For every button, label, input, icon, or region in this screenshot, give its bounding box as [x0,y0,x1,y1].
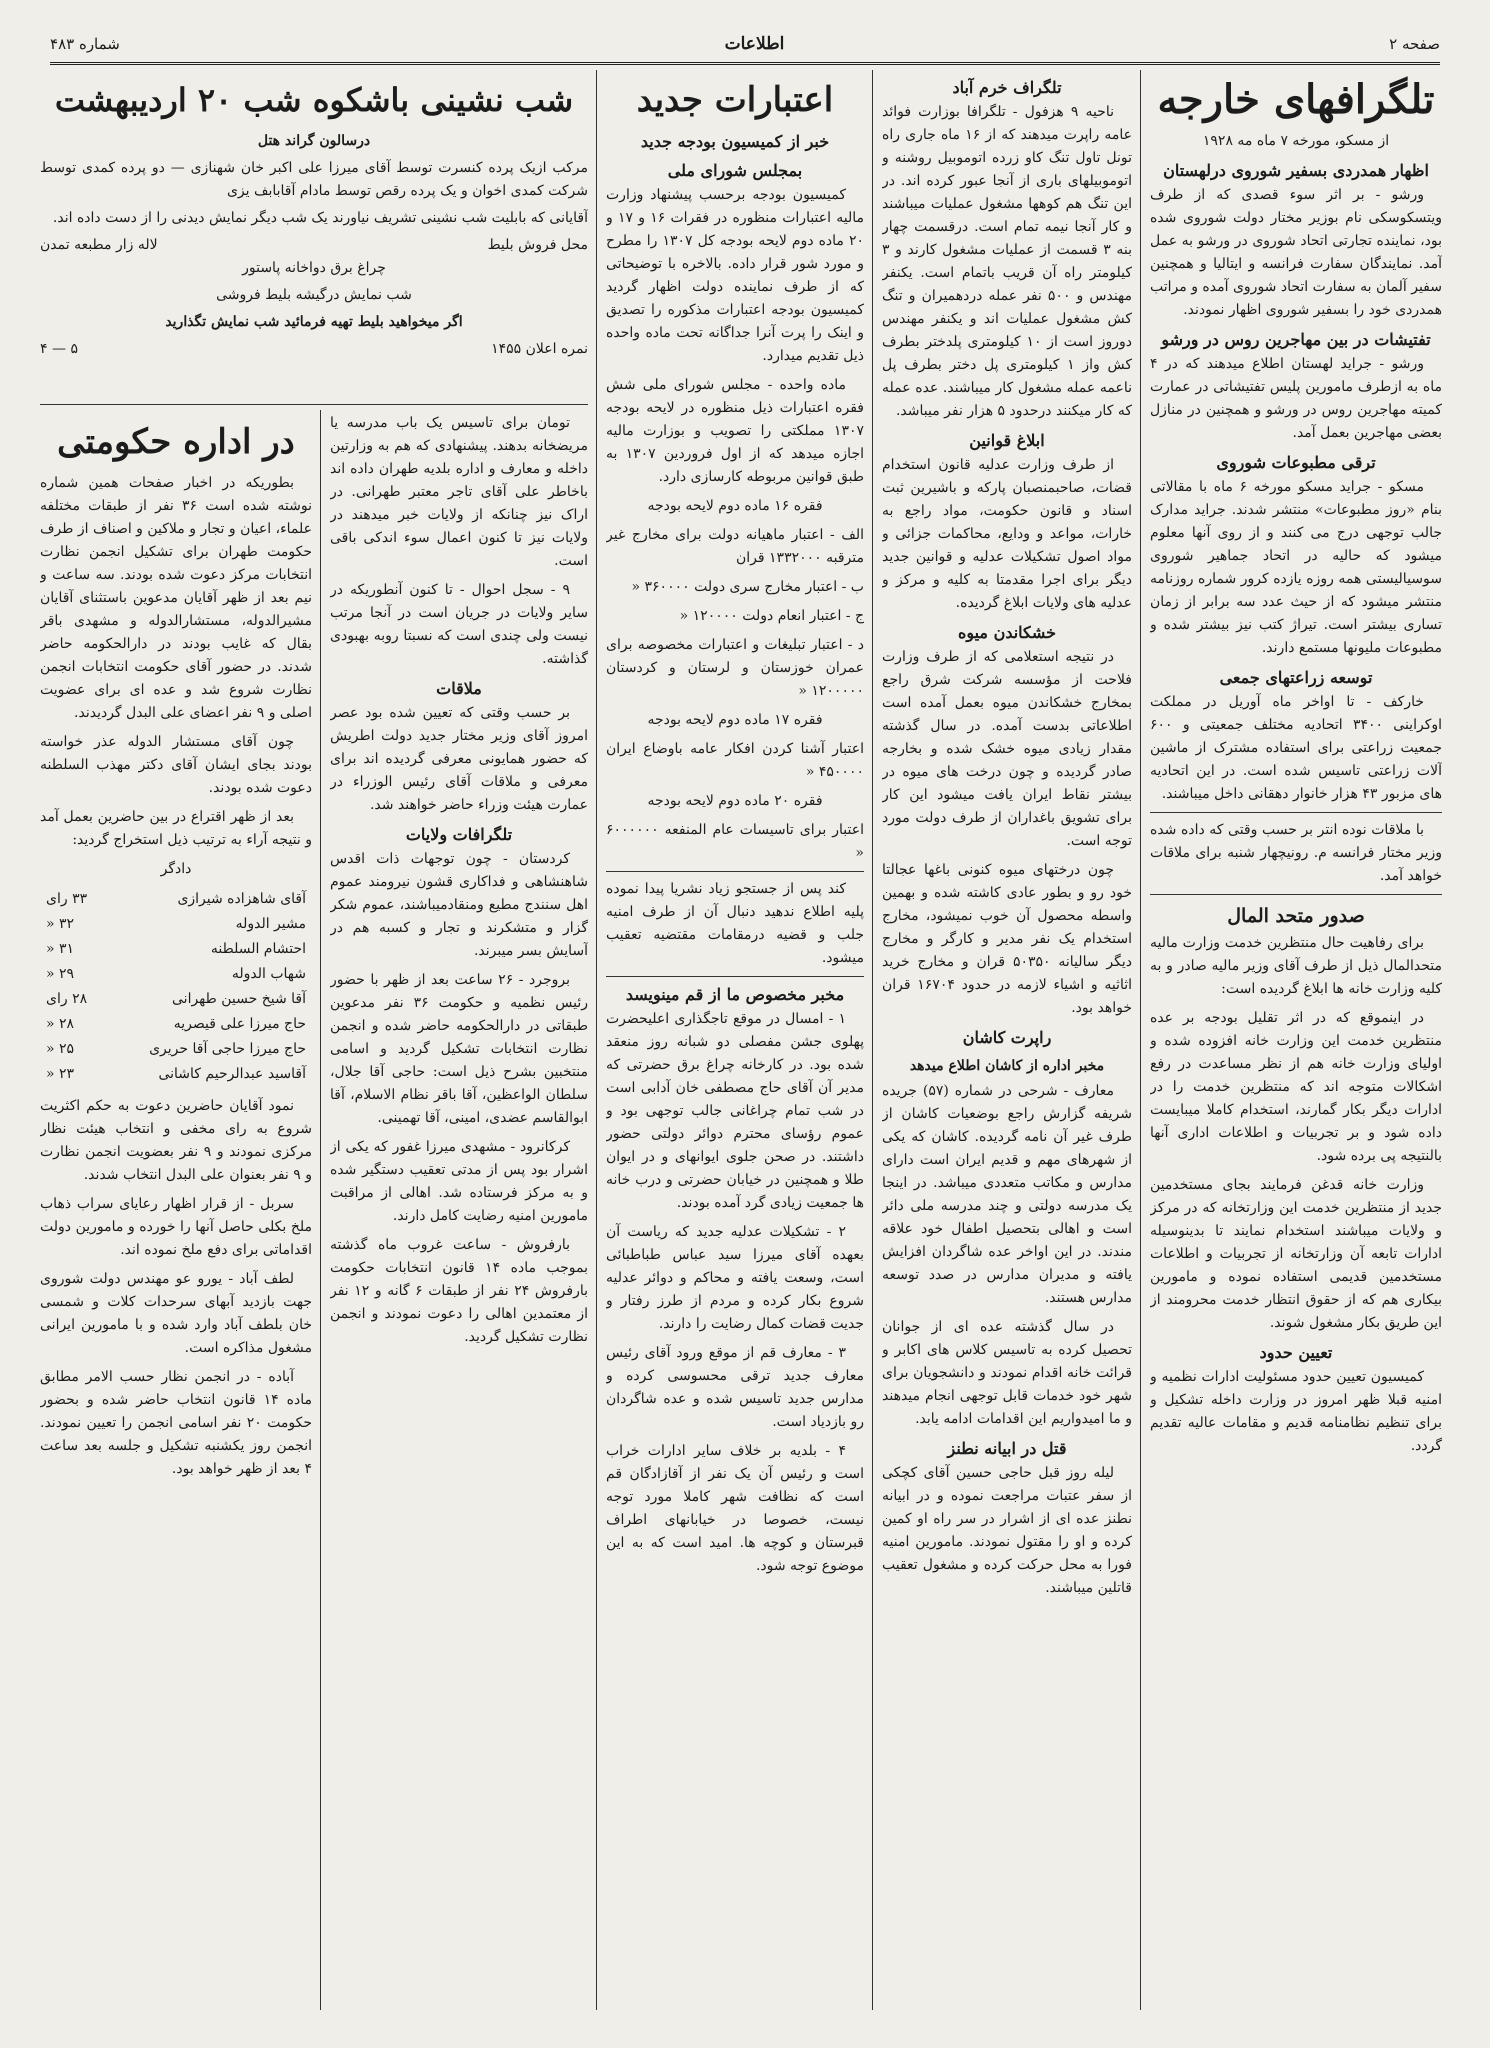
article-text: از طرف وزارت عدلیه قانون استخدام قضات، صاحبمنصبان پارکه و باشیرین ثبت اسناد و قانون حکومت، مواد راجع به خارات، مواعد و ودایع، محاکمات جزائی و مواد اصول تشکیلات عدلیه و قوانین جدید دیگر برای اجرا مقدمتا به کلیه و مرکز و عدلیه های ولایات ابلاغ گردیده. [882,457,1132,611]
vote-count: ۳۲ « [46,916,75,932]
ad-text: اگر میخواهید بلیط تهیه فرمائید شب نمایش تگذارید [165,314,463,330]
headline: صدور متحد المال [1227,905,1365,927]
headline: تلگرافات ولایات [405,825,513,844]
ad-text: چراغ برق دواخانه پاستور [242,260,386,276]
ad-text: مرکب ازیک پرده کنسرت توسط آقای میرزا علی اکبر خان شهنازی — دو پرده کمدی توسط شرکت کمدی اخوان و یک پرده رقص توسط مادام آقابابف یزی [40,160,588,199]
article-text: ورشو - جراید لهستان اطلاع میدهند که در ۴ ماه به ازطرف مامورین پلیس تفتیشاتی در عمارت کمیته مهاجرین روس در ورشو و همچنین در منازل بعضی مهاجرین بعمل آمد. [1150,356,1442,441]
page-number: صفحه ۲ [1389,35,1440,53]
article-text: بروجرد - ۲۶ ساعت بعد از ظهر با حضور رئیس نظمیه و حکومت ۳۶ نفر مدعوین طبقاتی در دارالحکومه حاضر شده و انجمن نظارت انتخابات تشکیل گردید و اسامی منتخبین بشرح ذیل است: حاجی آقا جلال، سلطان الواعظین، آقا باقر نظام الاسلام، آقا ابوالقاسم عضدی، امینی، آقا تهمینی. [330,972,588,1126]
article-text: آباده - در انجمن نظار حسب الامر مطابق ماده ۱۴ قانون انتخاب حاضر شده و بحضور حکومت ۲۰ نفر اسامی انجمن را تعیین نمودند. انجمن روز یکشنبه تشکیل و جلسه بعد ساعت ۴ بعد از ظهر خواهد بود. [40,1369,312,1477]
table-row [40,962,312,987]
article-text: ۱ - امسال در موقع تاجگذاری اعلیحضرت پهلوی جشن مفصلی دو شبانه روز منعقد شده بود. در کارخانه چراغ برق حضرتی که مدیر آن آقای حاج مصطفی خان آدابی است در شب تمام چراغانی جالب توجهی بود و عموم رؤسای محترم دوائر دولتی حضور داشتند. در صحن جلوی ایوانهای و در ایوان طلا و همچنین در خیابان حضرتی و درب خانه ها جمعیت زیادی گرد آمده بودند. [606,1011,864,1211]
article-text: کرکانرود - مشهدی میرزا غفور که یکی از اشرار بود پس از مدتی تعقیب دستگیر شده و به مرکز فرستاده شد. اهالی از مراقبت مامورین امنیه رضایت کامل دارند. [330,1139,588,1224]
divider [1150,894,1442,895]
article-text: کند پس از جستجو زیاد نشریا پیدا نموده پلیه اطلاع ندهید دنبال آن از طرف امنیه جلب و قضیه درمقامات مقتضیه تعقیب میشود. [606,881,864,966]
vote-count: ۲۸ رای [46,991,88,1007]
budget-line: فقره ۱۶ ماده دوم لایحه بودجه [647,498,823,514]
vote-count: ۳۳ رای [46,891,88,907]
budget-line: اعتبار برای تاسیسات عام المنفعه ۶۰۰۰۰۰۰ « [606,822,864,861]
article-text: تومان برای تاسیس یک باب مدرسه یا مریضخانه بدهند. پیشنهادی که هم به وزارتین داخله و معارف و اداره بلدیه طهران داده اند باخاطر علی آقای تاجر معتبر طهرانی. در اراک نیز چنانکه از ولایات خبر میدهند در ولایات نیز تا کنون اعمال سوء اندکی باقی است. [330,415,588,569]
divider [606,871,864,872]
headline: راپرت کاشان [962,1028,1052,1047]
ad-footer [40,338,588,361]
masthead [50,26,1440,65]
government-office-column [40,412,312,2007]
divider [1150,812,1442,813]
headline: ابلاغ قوانین [969,431,1045,450]
article-text: در سال گذشته عده ای از جوانان تحصیل کرده به تاسیس کلاس های اکابر و قرائت خانه اقدام نمودند و دانشجویان برای شهر خود خدمات قابل توجهی انجام میدهند و ما امیدواریم این اقدامات ادامه یابد. [882,1319,1132,1427]
article-text: برای رفاهیت حال منتظرین خدمت وزارت مالیه متحدالمال ذیل از طرف آقای وزیر مالیه صادر و به کلیه وزارت خانه ها ابلاغ گردیده است: [1150,935,1442,997]
paper-name: اطلاعات [724,34,785,54]
article-text: ماده واحده - مجلس شورای ملی شش فقره اعتبارات ذیل منظوره در لایحه بودجه ۱۳۰۷ مملکتی را تصویب و بوزارت مالیه اجازه میدهد که از اول فروردین ۱۳۰۷ به طبق قوانین مربوطه کارسازی دارد. [606,377,864,485]
headline: ملاقات [436,679,482,698]
budget-line: فقره ۱۷ ماده دوم لایحه بودجه [647,712,823,728]
column-rule [1140,70,1141,2010]
article-text: کمیسیون تعیین حدود مسئولیت ادارات نظمیه و امنیه قبلا ظهر امروز در وزارت داخله تشکیل و برای تنظیم نظامنامه قدیم و مقامات عالیه تقدیم گردد. [1150,1369,1442,1454]
headline: توسعه زراعتهای جمعی [1219,668,1373,687]
headline: بمجلس شورای ملی [667,161,803,180]
column-rule [596,70,597,2010]
headline: خبر از کمیسیون بودجه جدید [640,132,830,151]
article-text: لیله روز قبل حاجی حسین آقای کچکی از سفر عتبات مراجعت نموده و در ابیانه نطنز عده ای از اشرار در سر راه او کمین کرده و او را مقتول نمودند. مامورین امنیه فورا به محل حرکت کرده و مشغول تعقیب قاتلین میباشند. [882,1465,1132,1596]
article-text: ورشو - بر اثر سوء قصدی که از طرف ویتسکوسکی نام بوزیر مختار دولت شوروی شده بود، نماینده تجارتی اتحاد شوروی در ورشو به عمل آمد. نمایندگان سفارت فرانسه و ایتالیا و همچنین سفیر آلمان به سفارت اتحاد شوروی آمده و مراتب همدردی خود را بسفیر شوروی اظهار نمودند. [1150,187,1442,318]
table-row [40,937,312,962]
ad-text: لاله زار مطبعه تمدن [40,237,158,253]
article-text: مسکو - جراید مسکو مورخه ۶ ماه با مقالاتی بنام «روز مطبوعات» منتشر شدند. جراید مدارک جالب توجهی درج می کنند و از روی آنها معلوم میشود که حالیه در اتحاد جماهیر شوروی سوسیالیستی همه روزه یازده کرور شماره روزنامه منتشر میشود که از حیث عدد سه برابر از زمان تساری بیشتر است. تیراژ کتب نیز بیشتر شده و مطبوعات ملیونها مستمع دارند. [1150,479,1442,656]
column-rule [320,410,321,2010]
headline: مخبر مخصوص ما از قم مینویسد [625,985,845,1004]
article-text: سربل - از قرار اظهار رعایای سراب ذهاب ملخ بکلی حاصل آنها را خورده و مامورین دولت اقداماتی برای دفع ملخ نموده اند. [40,1196,312,1258]
divider [606,976,864,977]
section-title: اعتبارات جدید [636,80,834,120]
vote-count: ۲۵ « [46,1041,75,1057]
article-text: با ملاقات نوده انتر بر حسب وقتی که داده شده وزیر مختار فرانسه م. رونیچهار شنبه برای ملاقات خواهد آمد. [1150,822,1442,884]
article-text: کمیسیون بودجه برحسب پیشنهاد وزارت مالیه اعتبارات منظوره در فقرات ۱۶ و ۱۷ و ۲۰ ماده دوم لایحه بودجه کل ۱۳۰۷ را مطرح و مورد شور قرار داده. بالاخره با توضیحاتی که از طرف نماینده دولت اظهار گردید کمیسیون بودجه اعتبارات مذکوره را تصدیق و اینک را پرت آنرا جداگانه تحت ماده واحده ذیل تقدیم میدارد. [606,187,864,364]
budget-line: ج - اعتبار انعام دولت ۱۲۰۰۰۰ « [679,608,864,624]
table-row [40,1012,312,1037]
article-text: خارکف - تا اواخر ماه آوریل در مملکت اوکراینی ۳۴۰۰ اتحادیه مختلف جمعیتی و ۶۰۰ جمعیت زراعتی برای استفاده مشترک از ماشین آلات زراعتی تاسیس شده است. در این اتحادیه های مزبور ۴۳ هزار خانوار دهقانی داخل میباشند. [1150,694,1442,802]
article-text: بعد از ظهر اقتراع در بین حاضرین بعمل آمد و نتیجه آراء به ترتیب ذیل استخراج گردید: [40,809,312,848]
vote-count: ۳۱ « [46,941,75,957]
article-text: ۲ - تشکیلات عدلیه جدید که ریاست آن بعهده آقای میرزا سید عباس طباطبائی است، وسعت یافته و محاکم و دوائر عدلیه شروع بکار کرده و مردم از طرز رفتار و جدیت قضات کمال رضایت را دارند. [606,1224,864,1332]
vote-name: شهاب الدوله [231,966,306,982]
headline: خشکاندن میوه [957,623,1057,642]
vote-count: ۲۹ « [46,966,75,982]
headline: اظهار همدردی بسفیر شوروی درلهستان [1163,161,1429,180]
vote-name: آقاسید عبدالرحیم کاشانی [158,1066,306,1082]
budget-list [606,495,864,865]
ad-text: شب نمایش درگیشه بلیط فروشی [216,287,412,303]
article-text: ناحیه ۹ هزفول - تلگرافا بوزارت فوائد عامه راپرت میدهند که از ۱۶ ماه جاری راه تونل تاول تنگ کاو زرده اتوموبیل روشنه و اتوموبیلهای باری از آنجا عبور کرده اند. در این تنگ هم کوهها مشغول عملیات میباشند و کار آنجا نیمه تمام است. درقسمت چهار بنه ۳ قسمت از عملیات مشغول کارند و ۳ کیلومتر راه آن قریب باتمام است. یکنفر مهندس و ۵۰۰ نفر عمله دردهمیران و تنگ کش مشغول عملیات اند و یکنفر مهندس دوروز است از ۱۰ کیلومتری پلدختر بطرف کش واز ۱ کیلومتری پل دختر بطرف پل ناعمه عمله مشغول کار میباشند. عده عمله که کار میکنند درحدود ۵ هزار نفر میباشد. [882,104,1132,419]
headline: ترقی مطبوعات شوروی [1216,453,1376,472]
table-row [40,987,312,1012]
vote-name: احتشام السلطنه [210,941,306,957]
budget-line: ب - اعتبار مخارج سری دولت ۳۶۰۰۰۰ « [631,579,864,595]
dateline: از مسکو، مورخه ۷ ماه مه ۱۹۲۸ [1202,133,1390,149]
issue-number: شماره ۴۸۳ [50,35,120,53]
ad-text: محل فروش بلیط [487,237,588,253]
ad-venue: درسالون گراند هتل [257,133,371,149]
article-text: چون درختهای میوه کنونی باغها عجالتا خود رو و بطور عادی کاشته شده و بهمین واسطه محصول آن خوب نمیشود، مخارج استخدام یک نفر مدیر و کارگر و مخارج دیگر سالیانه ۵۰۳۵۰ قران و مخارج خرید اثاثیه و اشیاء لازمه در حدود ۱۶۷۰۴ قران خواهد بود. [882,862,1132,1016]
vote-table [40,887,312,1087]
vote-name: حاج میرزا علی قیصریه [173,1016,306,1032]
vote-name: آقای شاهزاده شیرازی [177,891,306,907]
ad-row [40,234,588,257]
vote-count: ۲۳ « [46,1066,75,1082]
budget-line: الف - اعتبار ماهیانه دولت برای مخارج غیر مترقبه ۱۳۳۲۰۰۰ قران [606,527,864,566]
article-text: کردستان - چون توجهات ذات اقدس شاهنشاهی و فداکاری قشون نیرومند عموم اهل سنندج مطیع ومنقادمیباشند، عموم شکر گزار و متشکرند و تجار و کسبه هم در آسایش بسر میبرند. [330,851,588,959]
event-advertisement [40,70,588,400]
table-row [40,887,312,912]
table-row [40,1062,312,1087]
article-text: نمود آقایان حاضرین دعوت به حکم اکثریت شروع به رای مخفی و انتخاب هیئت نظار مرکزی نمودند و ۹ نفر بعضویت انجمن نظارت و ۹ نفر بعنوان علی البدل انتخاب شدند. [40,1098,312,1183]
budget-line: فقره ۲۰ ماده دوم لایحه بودجه [647,793,823,809]
budget-line: د - اعتبار تبلیغات و اعتبارات مخصوصه برای عمران خوزستان و لرستان و کردستان ۱۲۰۰۰۰۰ « [606,637,864,699]
headline: تفتیشات در بین مهاجرین روس در ورشو [1161,330,1431,349]
headline: تلگراف خرم آباد [952,78,1062,97]
foreign-telegrams-column [1150,70,1442,2005]
article-text: بر حسب وقتی که تعیین شده بود عصر امروز آقای وزیر مختار جدید دولت اطریش که حضور همایونی معرفی گردیده اند برای معرفی و ملاقات آقای رئیس الوزراء در عمارت هیئت وزراء حاضر خواهند شد. [330,705,588,813]
headline: قتل در ابیانه نطنز [947,1439,1067,1458]
article-text: معارف - شرحی در شماره (۵۷) جریده شریفه گزارش راجع بوضعیات کاشان از طرف غیر آن نامه گردیده. کاشان که یکی از شهرهای مهم و قدیم ایران است دارای مدارس و مکاتب متعددی میباشد. در اینجا یک مدرسه دولتی و چند مدرسه ملی دائر است و اهالی بتحصیل اطفال خود علاقه مندند. در این اواخر عده شاگردان افزایش یافته و مدیران مدارس در صدد توسعه مدارس هستند. [882,1083,1132,1306]
ad-code: ۵ — ۴ [40,341,78,357]
article-text: وزارت خانه قدغن فرمایند بجای مستخدمین جدید از منتظرین خدمت این وزارتخانه که در مرکز و ولایات میباشند استخدام نمایند تا بدینوسیله ادارات تابعه آن وزارتخانه از تجربیات و اطلاعات مستخدمین قدیمی استفاده نموده و مامورین بیکاری هم که از حقوق انتظار خدمت محرومند از این طریق بکار مشغول شوند. [1150,1177,1442,1331]
section-title: تلگرافهای خارجه [1157,76,1435,123]
table-row [40,912,312,937]
headline: تعیین حدود [1259,1343,1333,1362]
article-text: در اینموقع که در اثر تقلیل بودجه بر عده منتظرین خدمت این وزارت خانه افزوده شده و اولیای وزارت خانه هم از نظر مساعدت در رفع اشکالات متوجه اند که منتظرین خدمت را در ادارات دیگر بکار گمارند، استخدام کاملا میبایست داده شود و بر تجربیات و اطلاعات اداری آنها بالنتیجه پی برده شود. [1150,1010,1442,1164]
misc-news-column [330,412,588,2007]
article-text: بارفروش - ساعت غروب ماه گذشته بموجب ماده ۱۴ قانون انتخابات حکومت بارفروش ۲۴ نفر از طبقات ۶ گانه و ۱۲ نفر از معتمدین اهالی را دعوت نمودند و انجمن نظارت تشکیل گردید. [330,1237,588,1345]
vote-name: مشیر الدوله [235,916,306,932]
budget-line: اعتبار آشنا کردن افکار عامه باوضاع ایران ۴۵۰۰۰۰ « [606,741,864,780]
column-rule [872,70,873,2010]
subheadline: مخبر اداره از کاشان اطلاع میدهد [909,1058,1105,1074]
section-title: در اداره حکومتی [57,422,295,462]
vote-count: ۲۸ « [46,1016,75,1032]
article-text: ۴ - بلدیه بر خلاف سایر ادارات خراب است و رئیس آن یک نفر از آقازادگان قم است که نظافت شهر کاملا مورد توجه نیست، خصوصا در خیابانهای اطراف قبرستان و کوچه ها. امید است که به این موضوع توجه شود. [606,1443,864,1574]
article-text: ۳ - معارف قم از موقع ورود آقای رئیس معارف جدید ترقی محسوسی کرده و مدارس جدید تاسیس شده و عده شاگردان رو بازدیاد است. [606,1345,864,1430]
ad-number: نمره اعلان ۱۴۵۵ [491,341,588,357]
ad-text: آقایانی که بابلیت شب نشینی تشریف نیاورند یک شب دیگر نمایش دیدنی را از دست داده اند. [52,210,588,226]
credits-column [606,70,864,2005]
divider [40,404,588,405]
vote-header: دادگر [160,861,192,877]
article-text: ۹ - سجل احوال - تا کنون آنطوریکه در سایر ولایات در جریان است در آنجا مرتب نیست ولی چندی است که نسبتا روبه بهبودی گذاشته. [330,582,588,667]
article-text: چون آقای مستشار الدوله عذر خواسته بودند بجای ایشان آقای دکتر مهذب السلطنه دعوت شده بودند. [40,734,312,796]
article-text: بطوریکه در اخبار صفحات همین شماره نوشته شده است ۳۶ نفر از طبقات مختلفه علماء، اعیان و تجار و ملاکین و اصناف از طرف حکومت طهران برای تشکیل انجمن نظارت انتخابات مرکز دعوت شده بودند. سه ساعت و نیم بعد از ظهر آقایان مدعوین باستثنای آقایان مشیرالدوله، مستشارالدوله و مشهدی باقر بقال که غایب بودند در دارالحکومه حاضر شدند. در حضور آقای حکومت انتخابات انجمن نظارت شروع شد و عده ای برای عضویت اصلی و ۹ نفر اعضای علی البدل گردیدند. [40,475,312,721]
vote-name: حاج میرزا حاجی آقا حریری [149,1041,306,1057]
table-row [40,1037,312,1062]
domestic-news-column [882,70,1132,2005]
vote-name: آقا شیخ حسین طهرانی [172,991,306,1007]
article-text: لطف آباد - یورو عو مهندس دولت شوروی جهت بازدید آبهای سرحدات کلات و شمسی خان بلطف آباد وارد شده و با مامورین ایرانی مشغول مذاکره است. [40,1271,312,1356]
article-text: در نتیجه استعلامی که از طرف وزارت فلاحت از مؤسسه شرکت شرق راجع بمخارج خشکاندن میوه بعمل آمده است اطلاعاتی بدست آمده. در سال گذشته مقدار زیادی میوه خشک شده و بخارجه صادر گردیده و چون درخت های میوه در بیشتر نقاط ایران یافت میشود این کار برای تشویق باغداران از طرف دولت مورد توجه است. [882,649,1132,849]
ad-title: شب نشینی باشکوه شب ۲۰ اردیبهشت [54,81,574,119]
